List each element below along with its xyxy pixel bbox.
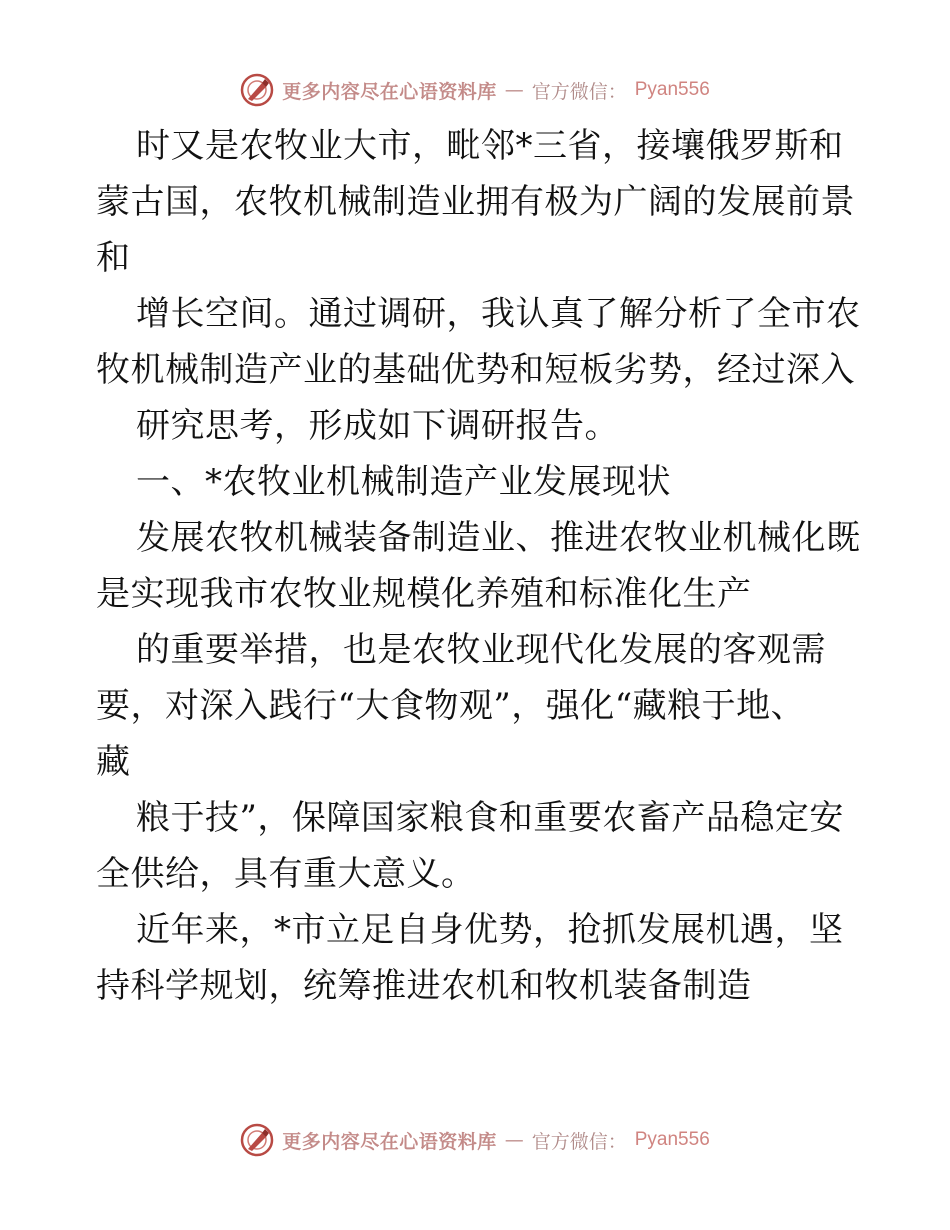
- text-line: 一、*农牧业机械制造产业发展现状: [136, 462, 671, 502]
- pen-logo-icon: [240, 73, 274, 107]
- text-line: 全供给，具有重大意义。: [96, 854, 476, 894]
- watermark-text: 更多内容尽在心语资料库: [282, 80, 497, 103]
- text-line: 牧机械制造产业的基础优势和短板劣势，经过深入: [96, 350, 855, 390]
- text-line: 和: [96, 238, 131, 278]
- text-line: 是实现我市农牧业规模化养殖和标准化生产: [96, 574, 752, 614]
- footer-watermark: [0, 1120, 950, 1160]
- watermark-separator: —: [504, 79, 524, 101]
- watermark-text: 更多内容尽在心语资料库: [282, 1130, 497, 1153]
- text-line: 发展农牧机械装备制造业、推进农牧业机械化既: [136, 518, 861, 558]
- text-line: 藏: [96, 742, 131, 782]
- text-line: 研究思考，形成如下调研报告。: [136, 406, 619, 446]
- pen-logo-icon: [240, 1123, 274, 1157]
- text-line: 要，对深入践行“大食物观”，强化“藏粮于地、: [96, 686, 806, 726]
- watermark-separator: —: [504, 1129, 524, 1151]
- watermark-label: 官方微信：: [531, 80, 627, 103]
- document-body: [96, 118, 861, 1014]
- header-watermark: [0, 70, 950, 110]
- text-line: 增长空间。通过调研，我认真了解分析了全市农: [136, 294, 861, 334]
- watermark-wechat-id: Pyan556: [634, 79, 710, 100]
- watermark-label: 官方微信：: [531, 1130, 627, 1153]
- text-line: 时又是农牧业大市，毗邻*三省，接壤俄罗斯和: [136, 126, 844, 166]
- watermark-wechat-id: Pyan556: [634, 1129, 710, 1150]
- text-line: 持科学规划，统筹推进农机和牧机装备制造: [96, 966, 752, 1006]
- text-line: 的重要举措，也是农牧业现代化发展的客观需: [136, 630, 826, 670]
- text-line: 粮于技”，保障国家粮食和重要农畜产品稳定安: [136, 798, 844, 838]
- text-line: 近年来，*市立足自身优势，抢抓发展机遇，坚: [136, 910, 844, 950]
- text-line: 蒙古国，农牧机械制造业拥有极为广阔的发展前景: [96, 182, 855, 222]
